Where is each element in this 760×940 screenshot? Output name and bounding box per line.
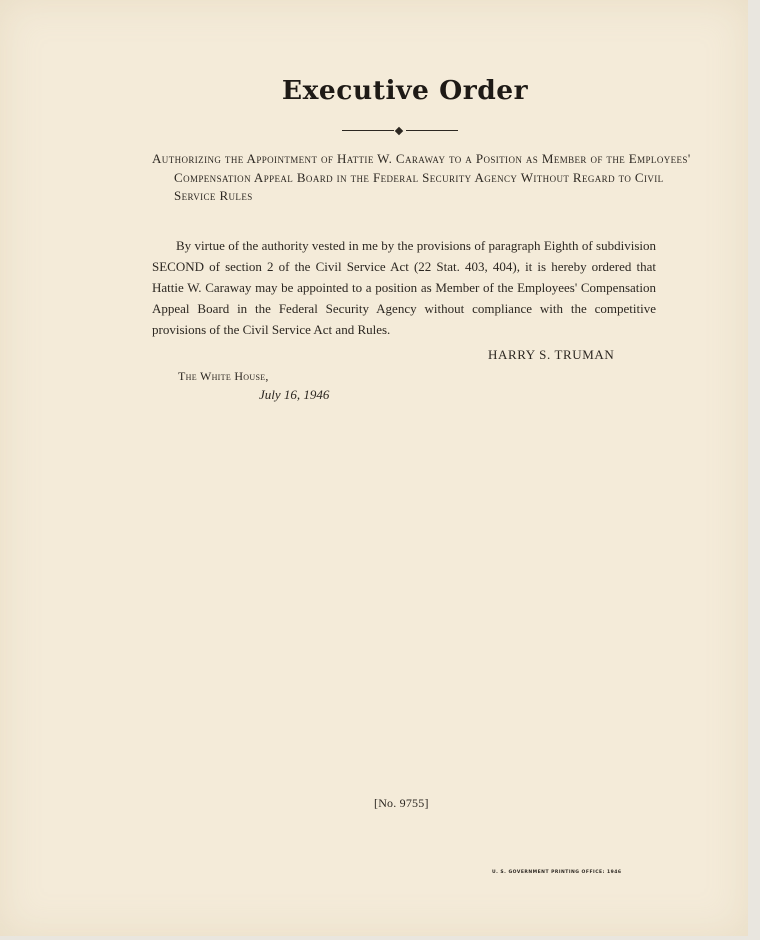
document-title: Executive Order: [281, 76, 529, 106]
printer-imprint: U. S. GOVERNMENT PRINTING OFFICE: 1946: [492, 870, 622, 875]
issuing-place: The White House,: [178, 369, 269, 383]
issue-date: July 16, 1946: [259, 387, 330, 402]
order-body: By virtue of the authority vested in me by the provisions of paragraph Eighth of subdivision SECOND of section 2 of the Civil Service Act (22 Stat. 403, 404), it is hereby ordered that Hattie W. Caraway may be appointed to a position as Member of the Employees' Compensation Appeal Board in the Federal Security Agency without compliance with the competitive provisions of the Civil Service Act and Rules.: [152, 238, 656, 337]
ornament-line-left: [342, 130, 394, 131]
signature: HARRY S. TRUMAN: [488, 347, 615, 362]
order-number: [No. 9755]: [374, 796, 429, 810]
ornament-diamond: [395, 127, 403, 135]
order-heading: Authorizing the Appointment of Hattie W. Caraway to a Position as Member of the Employees' Compensation Appeal Board in the Federal Security Agency Without Regard to Civil Service Rules: [152, 151, 691, 203]
ornament-line-right: [406, 130, 458, 131]
title-ornament: [342, 128, 458, 134]
